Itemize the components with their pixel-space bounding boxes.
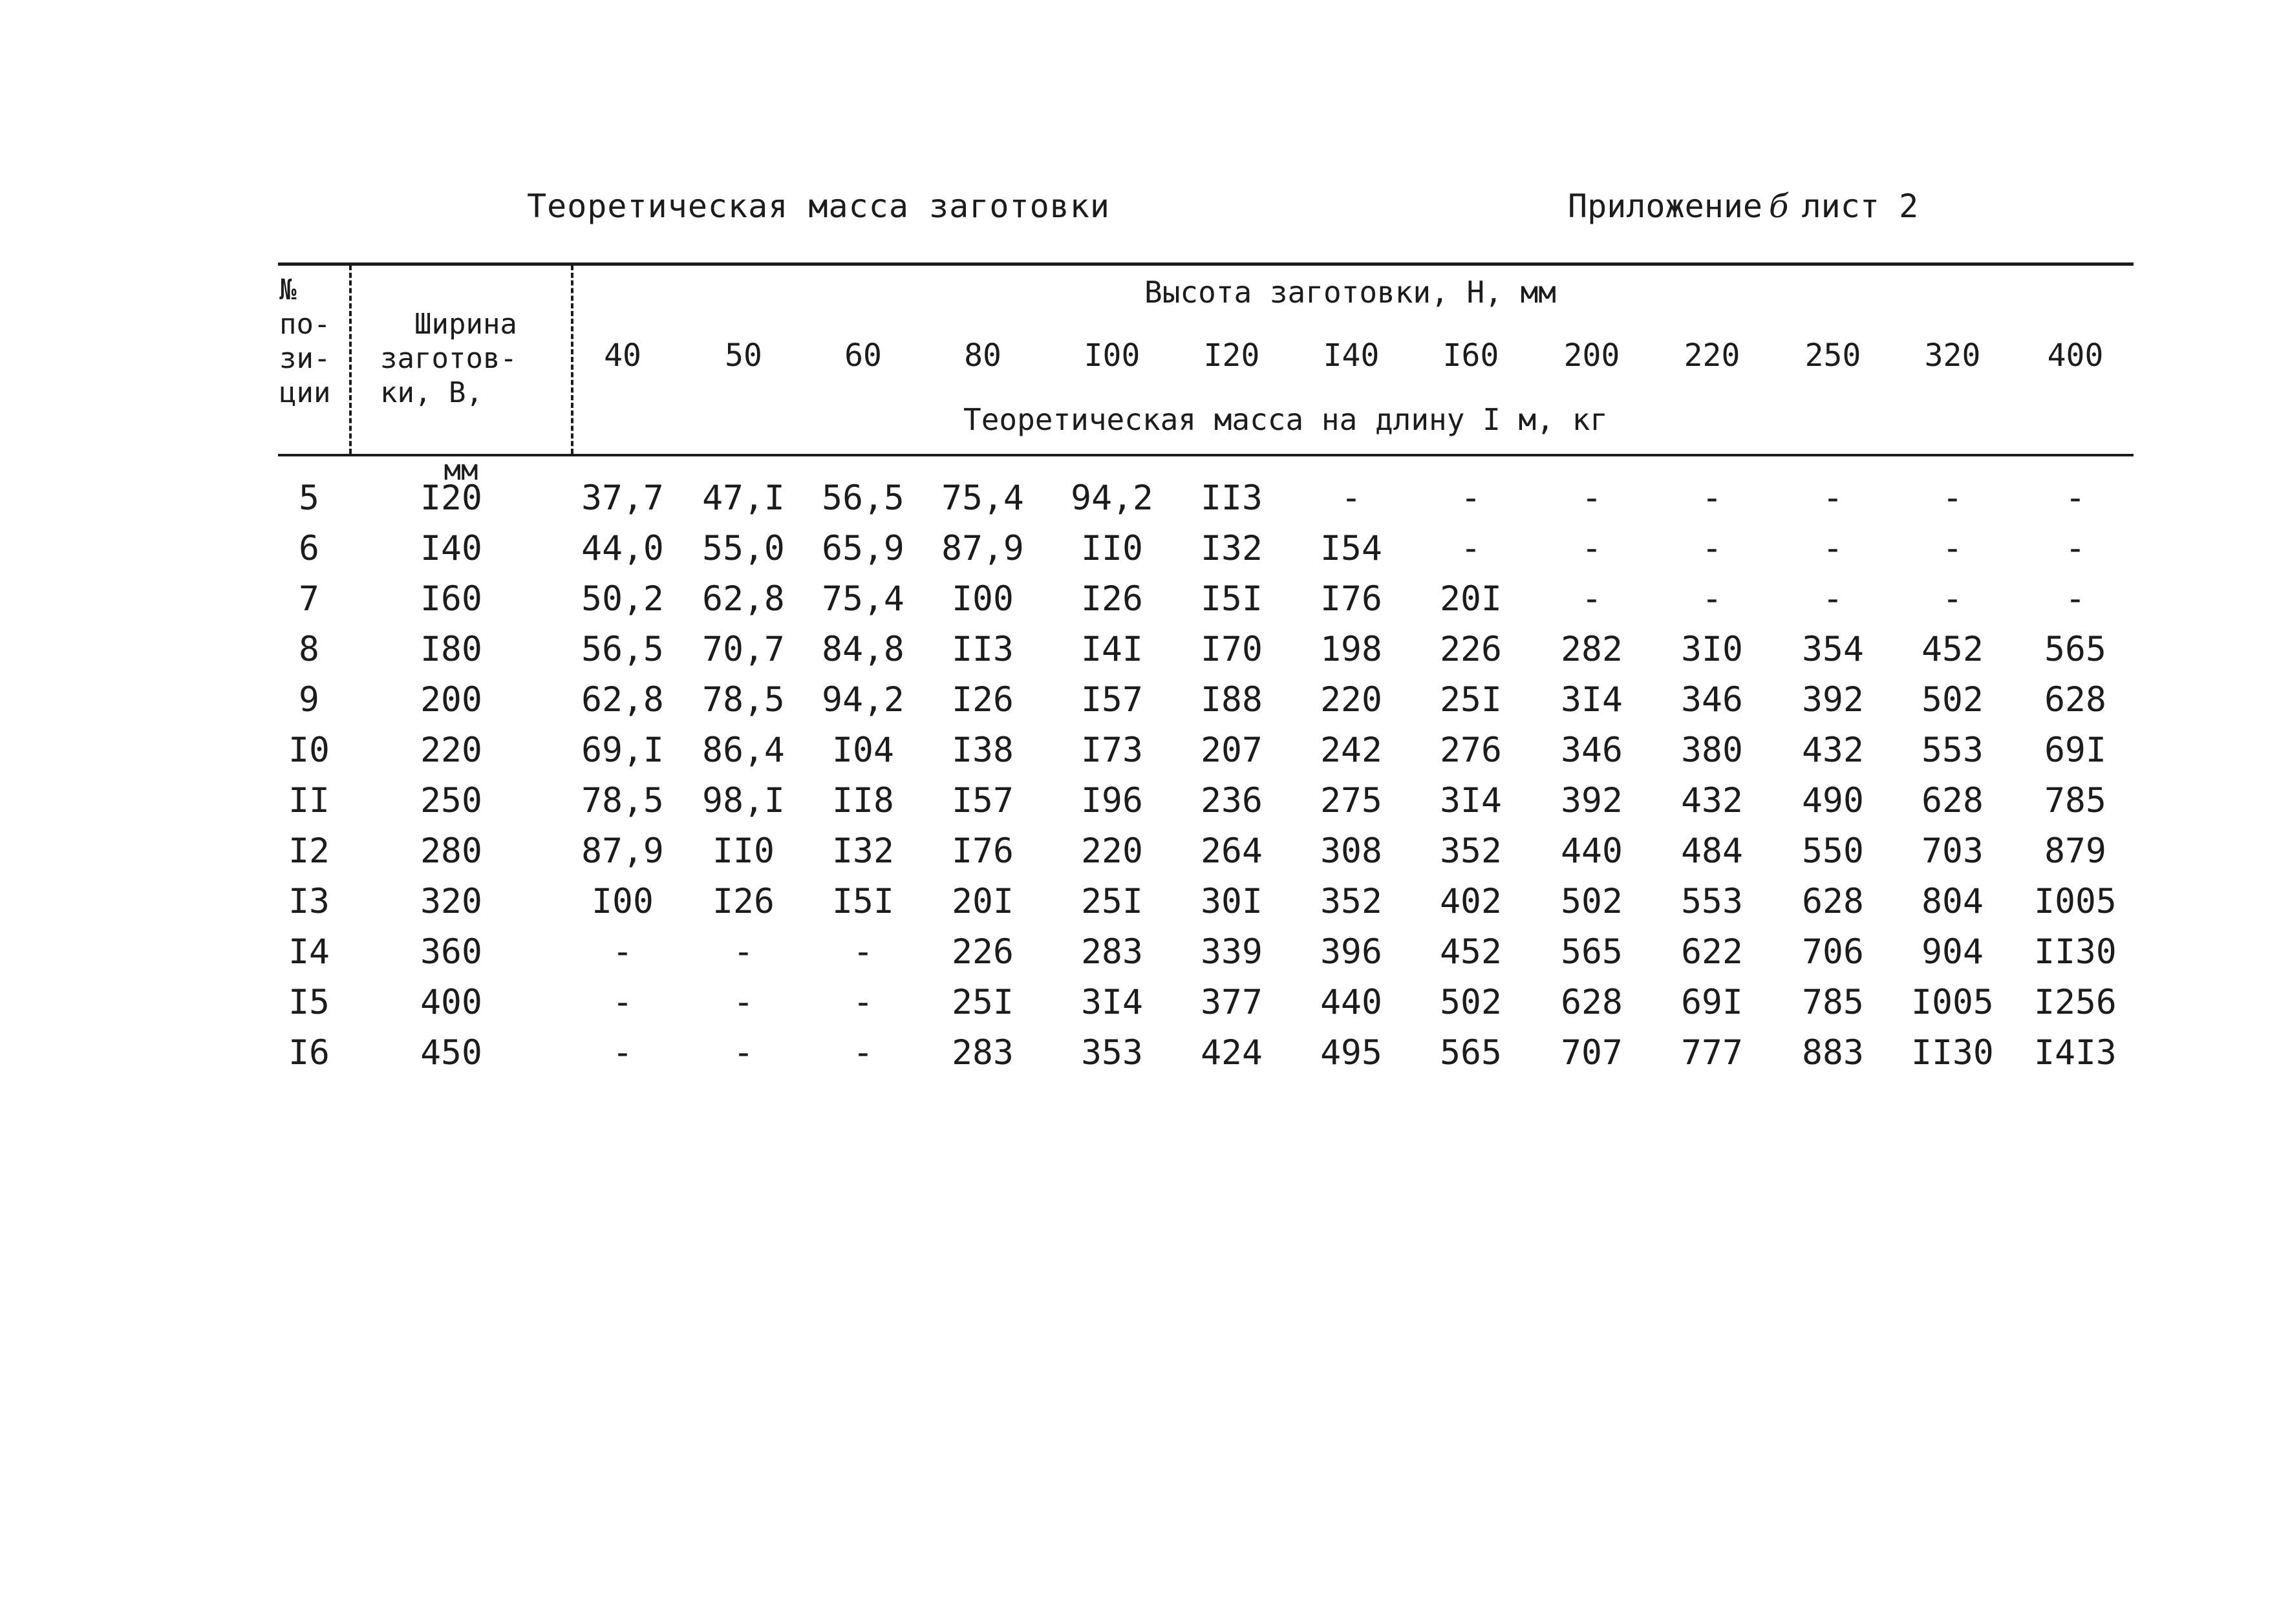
mass-cell: - xyxy=(853,983,873,1022)
mass-cell: I73 xyxy=(1081,731,1143,770)
mass-cell: 703 xyxy=(1921,831,1984,871)
mass-cell: 20I xyxy=(1440,579,1502,619)
mass-cell: 550 xyxy=(1802,831,1864,871)
mass-cell: 242 xyxy=(1320,731,1382,770)
mass-cell: 502 xyxy=(1440,983,1502,1022)
appendix-label: Приложение xyxy=(1568,187,1763,225)
mass-cell: 98,I xyxy=(702,781,785,820)
mass-cell: I5I xyxy=(832,882,894,921)
mass-cell: - xyxy=(853,1033,873,1073)
mass-cell: 264 xyxy=(1201,831,1263,871)
mass-cell: 198 xyxy=(1320,630,1382,669)
mass-cell: 565 xyxy=(1561,932,1623,972)
width-cell: 450 xyxy=(420,1033,482,1073)
mass-cell: 226 xyxy=(1440,630,1502,669)
width-cell: I20 xyxy=(420,478,482,518)
mass-cell: - xyxy=(733,932,754,972)
table-row xyxy=(0,983,2279,1028)
mass-cell: 354 xyxy=(1802,630,1864,669)
position-cell: 8 xyxy=(299,630,319,669)
mass-cell: I04 xyxy=(832,731,894,770)
mass-cell: 56,5 xyxy=(581,630,664,669)
mass-cell: I4I3 xyxy=(2034,1033,2117,1073)
mass-cell: 904 xyxy=(1921,932,1984,972)
page-title: Теоретическая масса заготовки xyxy=(527,187,1110,225)
mass-cell: - xyxy=(1460,529,1481,568)
width-cell: 400 xyxy=(420,983,482,1022)
mass-cell: - xyxy=(1581,579,1602,619)
header-position-no: № по- зи- ции xyxy=(279,273,331,409)
mass-cell: 777 xyxy=(1681,1033,1743,1073)
mass-cell: - xyxy=(1942,529,1963,568)
mass-cell: 55,0 xyxy=(702,529,785,568)
mass-cell: I005 xyxy=(1911,983,1994,1022)
mass-cell: I88 xyxy=(1201,680,1263,720)
mass-cell: 75,4 xyxy=(941,478,1024,518)
position-cell: I3 xyxy=(288,882,330,921)
table-row xyxy=(0,1033,2279,1078)
table-row xyxy=(0,579,2279,625)
mass-cell: 30I xyxy=(1201,882,1263,921)
mass-cell: 440 xyxy=(1320,983,1382,1022)
mass-cell: - xyxy=(1823,478,1843,518)
mass-cell: 25I xyxy=(1081,882,1143,921)
mass-cell: I96 xyxy=(1081,781,1143,820)
mass-cell: I26 xyxy=(952,680,1014,720)
mass-cell: 78,5 xyxy=(702,680,785,720)
position-cell: I4 xyxy=(288,932,330,972)
mass-cell: I00 xyxy=(592,882,654,921)
mass-cell: 50,2 xyxy=(581,579,664,619)
height-column-header: 400 xyxy=(2047,337,2104,374)
mass-cell: 502 xyxy=(1921,680,1984,720)
mass-cell: 25I xyxy=(952,983,1014,1022)
mass-cell: 207 xyxy=(1201,731,1263,770)
mass-cell: 553 xyxy=(1921,731,1984,770)
mass-cell: - xyxy=(733,983,754,1022)
width-cell: 220 xyxy=(420,731,482,770)
mass-cell: 484 xyxy=(1681,831,1743,871)
mass-cell: 392 xyxy=(1802,680,1864,720)
height-column-header: I00 xyxy=(1084,337,1140,374)
mass-cell: 3I4 xyxy=(1561,680,1623,720)
position-cell: I2 xyxy=(288,831,330,871)
mass-cell: 785 xyxy=(1802,983,1864,1022)
mass-cell: 553 xyxy=(1681,882,1743,921)
position-cell: I0 xyxy=(288,731,330,770)
mass-cell: 283 xyxy=(1081,932,1143,972)
mass-cell: - xyxy=(1581,529,1602,568)
mass-cell: 94,2 xyxy=(1071,478,1153,518)
position-cell: 5 xyxy=(299,478,319,518)
mass-cell: 628 xyxy=(1802,882,1864,921)
mass-cell: 380 xyxy=(1681,731,1743,770)
mass-cell: 377 xyxy=(1201,983,1263,1022)
mass-cell: 86,4 xyxy=(702,731,785,770)
mass-cell: 346 xyxy=(1561,731,1623,770)
mass-cell: - xyxy=(1702,529,1722,568)
height-column-header: 50 xyxy=(725,337,762,374)
mass-cell: II0 xyxy=(712,831,775,871)
mass-cell: II0 xyxy=(1081,529,1143,568)
width-cell: 320 xyxy=(420,882,482,921)
mass-cell: I54 xyxy=(1320,529,1382,568)
mass-cell: 78,5 xyxy=(581,781,664,820)
mass-cell: 628 xyxy=(1561,983,1623,1022)
mass-cell: 424 xyxy=(1201,1033,1263,1073)
mass-cell: 69,I xyxy=(581,731,664,770)
mass-cell: 883 xyxy=(1802,1033,1864,1073)
table-row xyxy=(0,882,2279,927)
mass-cell: 283 xyxy=(952,1033,1014,1073)
mass-cell: I4I xyxy=(1081,630,1143,669)
mass-cell: 495 xyxy=(1320,1033,1382,1073)
height-column-header: 250 xyxy=(1804,337,1861,374)
mass-cell: II30 xyxy=(1911,1033,1994,1073)
mass-cell: I57 xyxy=(952,781,1014,820)
mass-cell: 236 xyxy=(1201,781,1263,820)
mass-cell: 353 xyxy=(1081,1033,1143,1073)
mass-cell: 226 xyxy=(952,932,1014,972)
mass-cell: 432 xyxy=(1802,731,1864,770)
mass-cell: I32 xyxy=(1201,529,1263,568)
table-row xyxy=(0,731,2279,776)
mass-cell: 87,9 xyxy=(581,831,664,871)
mass-cell: - xyxy=(1942,478,1963,518)
mass-cell: - xyxy=(1942,579,1963,619)
table-row xyxy=(0,932,2279,978)
mass-cell: 25I xyxy=(1440,680,1502,720)
mass-cell: 56,5 xyxy=(822,478,904,518)
mass-cell: - xyxy=(612,1033,633,1073)
position-cell: 9 xyxy=(299,680,319,720)
mass-cell: 3I4 xyxy=(1440,781,1502,820)
mass-cell: 565 xyxy=(1440,1033,1502,1073)
mass-cell: I005 xyxy=(2034,882,2117,921)
height-column-header: 80 xyxy=(964,337,1001,374)
mass-cell: 432 xyxy=(1681,781,1743,820)
mass-cell: - xyxy=(1702,579,1722,619)
mass-cell: 37,7 xyxy=(581,478,664,518)
mass-cell: I76 xyxy=(952,831,1014,871)
mass-cell: 339 xyxy=(1201,932,1263,972)
mass-cell: 3I0 xyxy=(1681,630,1743,669)
mass-cell: 352 xyxy=(1320,882,1382,921)
height-column-header: I20 xyxy=(1203,337,1260,374)
mass-cell: - xyxy=(853,932,873,972)
sheet-label: лист 2 xyxy=(1801,187,1919,225)
mass-cell: 47,I xyxy=(702,478,785,518)
mass-cell: II8 xyxy=(832,781,894,820)
mass-cell: II30 xyxy=(2034,932,2117,972)
height-column-header: 220 xyxy=(1684,337,1740,374)
position-cell: II xyxy=(288,781,330,820)
mass-cell: - xyxy=(1823,579,1843,619)
mass-cell: 62,8 xyxy=(702,579,785,619)
mass-cell: 785 xyxy=(2044,781,2106,820)
mass-cell: 346 xyxy=(1681,680,1743,720)
column-divider xyxy=(571,265,573,454)
width-cell: 200 xyxy=(420,680,482,720)
header-mass: Теоретическая масса на длину I м, кг xyxy=(963,402,1608,437)
mass-cell: - xyxy=(1341,478,1362,518)
mass-cell: 502 xyxy=(1561,882,1623,921)
position-cell: 7 xyxy=(299,579,319,619)
mass-cell: I32 xyxy=(832,831,894,871)
mass-cell: 62,8 xyxy=(581,680,664,720)
mass-cell: 879 xyxy=(2044,831,2106,871)
header-height: Высота заготовки, Н, мм xyxy=(1144,275,1556,310)
width-cell: 250 xyxy=(420,781,482,820)
mass-cell: I38 xyxy=(952,731,1014,770)
mass-cell: 440 xyxy=(1561,831,1623,871)
mass-cell: 44,0 xyxy=(581,529,664,568)
mass-cell: 220 xyxy=(1320,680,1382,720)
mass-cell: - xyxy=(612,932,633,972)
header-width-unit: мм xyxy=(444,454,478,487)
mass-cell: 69I xyxy=(1681,983,1743,1022)
mass-cell: 276 xyxy=(1440,731,1502,770)
mass-cell: - xyxy=(1581,478,1602,518)
mass-cell: I26 xyxy=(712,882,775,921)
height-column-header: I60 xyxy=(1442,337,1499,374)
table-row xyxy=(0,630,2279,675)
mass-cell: I00 xyxy=(952,579,1014,619)
mass-cell: 628 xyxy=(1921,781,1984,820)
mass-cell: - xyxy=(612,983,633,1022)
table-header-rule xyxy=(278,454,2134,456)
mass-cell: II3 xyxy=(952,630,1014,669)
mass-cell: 490 xyxy=(1802,781,1864,820)
mass-cell: 94,2 xyxy=(822,680,904,720)
mass-cell: 628 xyxy=(2044,680,2106,720)
mass-cell: I70 xyxy=(1201,630,1263,669)
mass-cell: 275 xyxy=(1320,781,1382,820)
mass-cell: I57 xyxy=(1081,680,1143,720)
height-column-header: I40 xyxy=(1323,337,1380,374)
mass-cell: 87,9 xyxy=(941,529,1024,568)
mass-cell: I76 xyxy=(1320,579,1382,619)
mass-cell: 20I xyxy=(952,882,1014,921)
height-column-header: 60 xyxy=(844,337,882,374)
mass-cell: 706 xyxy=(1802,932,1864,972)
mass-cell: - xyxy=(2065,579,2086,619)
height-column-header: 320 xyxy=(1924,337,1981,374)
table-row xyxy=(0,529,2279,574)
mass-cell: 220 xyxy=(1081,831,1143,871)
width-cell: I40 xyxy=(420,529,482,568)
mass-cell: 70,7 xyxy=(702,630,785,669)
mass-cell: 69I xyxy=(2044,731,2106,770)
mass-cell: - xyxy=(2065,529,2086,568)
width-cell: 360 xyxy=(420,932,482,972)
table-row xyxy=(0,478,2279,524)
mass-cell: 282 xyxy=(1561,630,1623,669)
table-row xyxy=(0,781,2279,826)
mass-cell: 707 xyxy=(1561,1033,1623,1073)
column-divider xyxy=(349,265,352,454)
mass-cell: II3 xyxy=(1201,478,1263,518)
mass-cell: 3I4 xyxy=(1081,983,1143,1022)
mass-cell: - xyxy=(1460,478,1481,518)
height-column-header: 40 xyxy=(604,337,641,374)
width-cell: 280 xyxy=(420,831,482,871)
mass-cell: 804 xyxy=(1921,882,1984,921)
mass-cell: 65,9 xyxy=(822,529,904,568)
mass-cell: 402 xyxy=(1440,882,1502,921)
mass-cell: 352 xyxy=(1440,831,1502,871)
mass-cell: 84,8 xyxy=(822,630,904,669)
mass-cell: 452 xyxy=(1440,932,1502,972)
appendix-number: б xyxy=(1769,187,1789,225)
mass-cell: 396 xyxy=(1320,932,1382,972)
mass-cell: - xyxy=(1823,529,1843,568)
mass-cell: 452 xyxy=(1921,630,1984,669)
mass-cell: - xyxy=(2065,478,2086,518)
mass-cell: I5I xyxy=(1201,579,1263,619)
position-cell: 6 xyxy=(299,529,319,568)
mass-cell: - xyxy=(1702,478,1722,518)
mass-cell: 75,4 xyxy=(822,579,904,619)
mass-cell: - xyxy=(733,1033,754,1073)
width-cell: I80 xyxy=(420,630,482,669)
table-top-rule xyxy=(278,262,2134,266)
mass-cell: I256 xyxy=(2034,983,2117,1022)
mass-cell: 565 xyxy=(2044,630,2106,669)
mass-cell: 308 xyxy=(1320,831,1382,871)
width-cell: I60 xyxy=(420,579,482,619)
height-column-header: 200 xyxy=(1563,337,1620,374)
mass-cell: 392 xyxy=(1561,781,1623,820)
position-cell: I5 xyxy=(288,983,330,1022)
position-cell: I6 xyxy=(288,1033,330,1073)
mass-cell: I26 xyxy=(1081,579,1143,619)
mass-cell: 622 xyxy=(1681,932,1743,972)
header-width: Ширина заготов- ки, В, xyxy=(380,308,517,409)
table-row xyxy=(0,831,2279,877)
table-row xyxy=(0,680,2279,725)
appendix-label-group xyxy=(1568,187,1918,225)
